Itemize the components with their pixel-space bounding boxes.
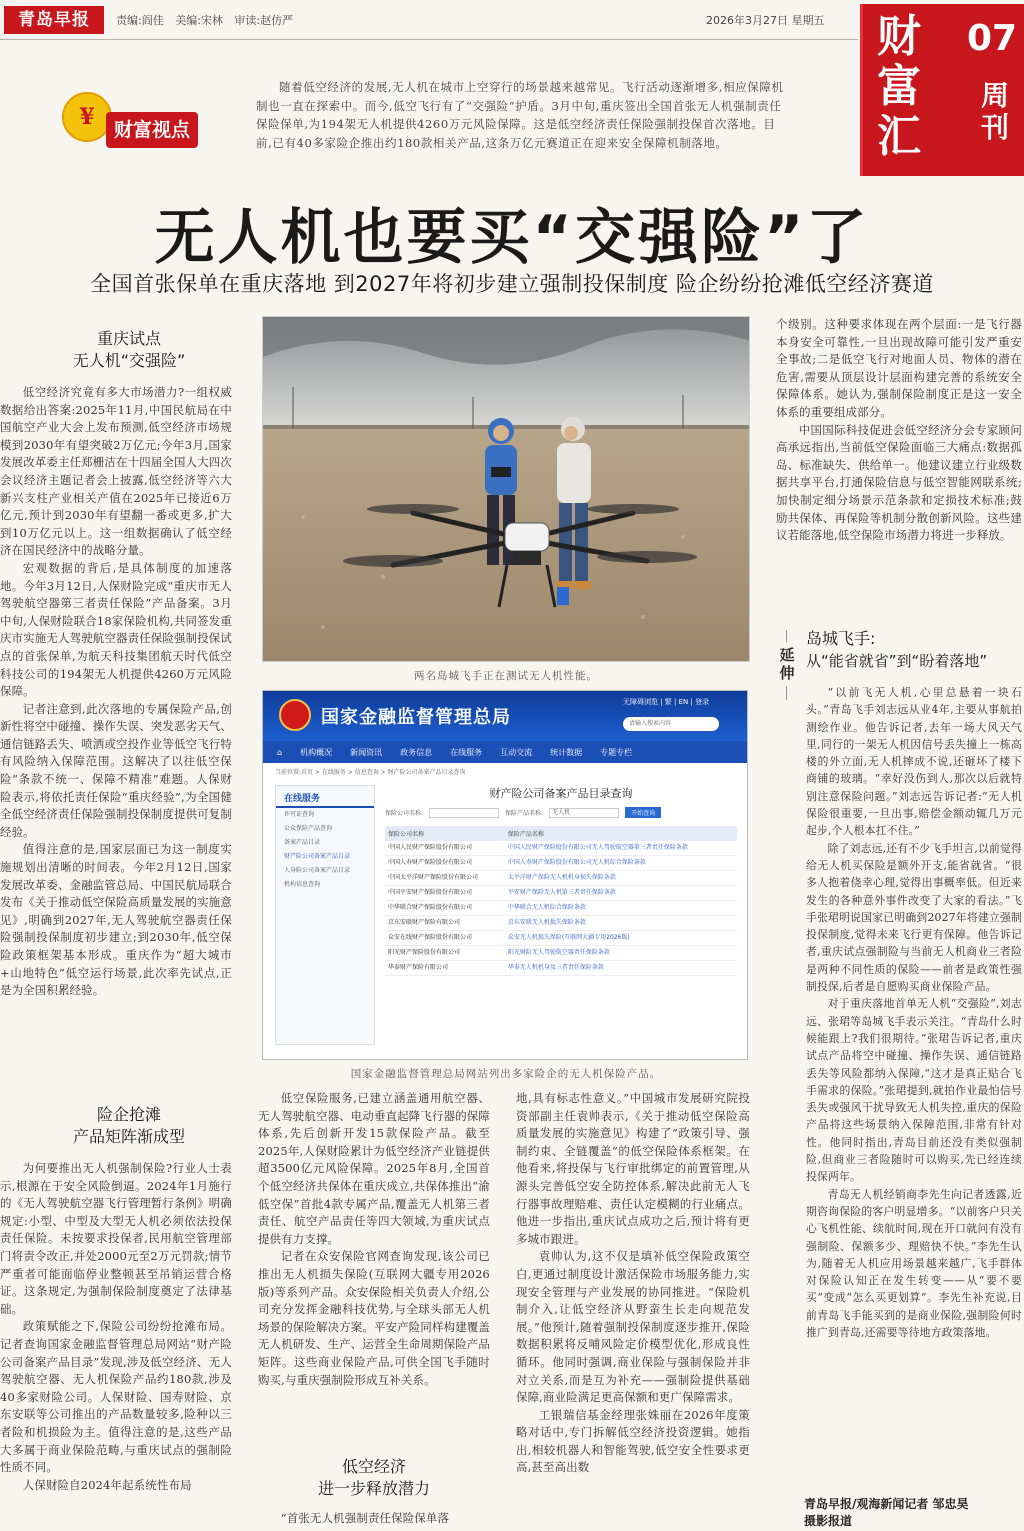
section-title-line2: 从“能省就省”到“盼着落地”	[806, 652, 988, 670]
sidebar-item: 人身险公司备案产品目录	[284, 867, 351, 874]
article-column-1	[0, 384, 232, 1094]
section-name: 财富汇	[877, 11, 921, 162]
extend-label	[777, 630, 797, 704]
extend-label-text: 延伸	[779, 646, 795, 682]
sidebar-item: 公众保险产品查询	[284, 825, 333, 832]
paragraph: 工银瑞信基金经理张姝丽在2026年度策略对话中,专门拆解低空经济投资逻辑。她指出,相较机器人和智能驾驶,低空安全性要求更高,甚至高出数	[516, 1407, 750, 1475]
table-row	[385, 946, 737, 961]
article-column-4b	[806, 684, 1022, 1490]
table-row	[385, 886, 737, 901]
product-cell: 平安财产保险无人机第三者责任保险条款	[505, 886, 737, 901]
product-table	[385, 826, 737, 976]
section-title-insurers	[14, 1104, 244, 1148]
product-cell: 京东安联无人机损失保险条款	[505, 916, 737, 931]
section-title-line2: 无人机“交强险”	[72, 351, 186, 370]
section-title-potential	[258, 1456, 490, 1500]
table-row	[385, 841, 737, 856]
sidebar-item: 财产险公司备案产品目录	[284, 853, 351, 860]
website-sidebar	[275, 785, 375, 1045]
article-column-4	[776, 316, 1022, 608]
drone-photo-illustration	[263, 317, 750, 662]
paragraph: 宏观数据的背后,是具体制度的加速落地。今年3月12日,人保财险完成“重庆市无人驾驶航空器第三者责任保险”产品备案。3月中旬,人保财险联合18家保险机构,共同签发重庆市实施无人驾驶航空器责任保险强制投保试点的首张保单,为航天科技集团航天时代低空科技公司的194架无人机提供4260万元风险保障。	[0, 560, 232, 699]
column-badge	[62, 92, 242, 154]
section-title-line1: 险企抢滩	[96, 1105, 161, 1124]
product-cell: 中国人民财产保险股份有限公司无人驾驶航空器第三者责任保险条款	[505, 841, 737, 856]
paragraph: 低空经济究竟有多大市场潜力?一组权威数据给出答案:2025年11月,中国民航局在中国航空产业大会上发布预测,低空经济市场规模到2030年有望突破2万亿元;今年3月,国家发展改革委主任郑栅洁在十四届全国人大四次会议经济主题记者会上披露,低空经济等六大新兴支柱产业相关产值在2025年已接近6万亿元,预计到2030年有望翻一番或更多,扩大到10万亿元以上。这一组数据确认了低空经济在国民经济中的战略分量。	[0, 385, 232, 558]
company-cell: 中国太平洋财产保险股份有限公司	[385, 871, 505, 886]
query-title: 财产险公司备案产品目录查询	[489, 787, 633, 800]
drone-test-photo	[262, 316, 750, 662]
paragraph: 除了刘志远,还有不少飞手坦言,以前觉得给无人机买保险是额外开支,能省就省。“很多人抱着侥幸心理,觉得出事概率低。但近来发生的各种意外事件改变了大家的看法。”飞手张珺明说国家已明确到2027年将建立强制投保制度,觉得未来飞行更有保障。他告诉记者,重庆试点强制险与当前无人机商业三者险是两种不同性质的保险——前者是政策性强制投保,后者是自愿购买商业保险产品。	[806, 841, 1022, 994]
website-breadcrumb: 当前位置:首页 > 在线服务 > 信息查询 > 财产险公司备案产品目录查询	[275, 769, 466, 776]
national-emblem-icon	[279, 699, 311, 731]
nav-item: 互动交流	[500, 747, 533, 757]
paragraph: 个级别。这种要求体现在两个层面:一是飞行器本身安全可靠性,一旦出现故障可能引发严重安全事故;二是低空飞行对地面人员、物体的潜在危害,需要从顶层设计层面构建完善的系统安全保障体系。她认为,强制保险制度正是这一安全体系的重要组成部分。	[776, 317, 1022, 419]
home-icon: ⌂	[277, 747, 283, 757]
company-cell: 中国人寿财产保险股份有限公司	[385, 856, 505, 871]
sidebar-item: 机构信息查询	[284, 881, 321, 888]
company-cell: 众安在线财产保险股份有限公司	[385, 931, 505, 946]
paragraph: 值得注意的是,国家层面已为这一制度实施规划出清晰的时间表。今年2月12日,国家发展改革委、金融监管总局、中国民航局联合发布《关于推动低空保险高质量发展的实施意见》,明确到2027年,无人驾驶航空器责任保险强制投保制度初步建立;到2030年,低空保险政策框架基本形成。重庆作为“超大城市+山地特色”低空运行场景,此次率先试点,正是为全国积累经验。	[0, 842, 232, 998]
website-nav	[263, 741, 748, 763]
product-cell: 众安无人机损失保险(互联网大疆专用2026版)	[505, 931, 737, 946]
website-top-links: 无障碍浏览 | 繁 | EN | 登录	[623, 698, 710, 706]
web-caption: 国家金融监督管理总局网站列出多家险企的无人机保险产品。	[350, 1068, 662, 1080]
nav-item: 专题专栏	[600, 747, 633, 757]
product-cell: 太平洋财产保险无人机机身损失保险条款	[505, 871, 737, 886]
headline: 无人机也要买“交强险”了	[154, 203, 870, 273]
sidebar-heading: 在线服务	[276, 786, 374, 808]
table-row	[385, 931, 737, 946]
paragraph: “首张无人机强制责任保险保单落	[280, 1511, 450, 1525]
nav-item: 在线服务	[450, 747, 483, 757]
paragraph: 低空保险服务,已建立涵盖通用航空器、无人驾驶航空器、电动垂直起降飞行器的保障体系,先后创新开发15款保险产品。截至2025年,人保财险累计为低空经济产业链提供超3500亿元风险保障。2025年8月,全国首个低空经济共保体在重庆成立,共保体推出“渝低空保”首批4款专属产品,覆盖无人机第三者责任、航空产品责任等四大领域,为重庆试点提供有力支撑。	[258, 1091, 490, 1246]
article-column-2	[258, 1090, 490, 1448]
table-row	[385, 961, 737, 976]
article-column-3	[516, 1090, 750, 1530]
table-row	[385, 871, 737, 886]
newspaper-logo: 青岛早报	[4, 6, 104, 34]
product-cell: 华泰无人机机身及三者责任保险条款	[505, 961, 737, 976]
form-label: 保险公司名称:	[385, 810, 424, 817]
subheadline: 全国首张保单在重庆落地 到2027年将初步建立强制投保制度 险企纷纷抢滩低空经济赛道	[90, 272, 934, 296]
paragraph: 袁帅认为,这不仅是填补低空保险政策空白,更通过制度设计激活保险市场服务能力,实现安全管理与产业发展的协同推进。“保险机制介入,让低空经济从野蛮生长走向规范发展。”他预计,随着强制投保制度逐步推开,保险数据积累将反哺风险定价模型优化,形成良性循环。他同时强调,商业保险与强制保险并非对立关系,而是互为补充——强制险提供基础保障,商业险满足更高保额和更广保障需求。	[516, 1249, 750, 1405]
section-title-line1: 重庆试点	[96, 329, 161, 348]
paragraph: 记者注意到,此次落地的专属保险产品,创新性将空中碰撞、操作失误、突发恶劣天气、通信链路丢失、喷洒或空投作业等低空飞行特有风险纳入保障范围。这解决了以往低空保险“条款不统一、保障不精准”难题。人保财险表示,将依托责任保险“重庆经验”,为全国健全低空经济责任保险强制投保制度提供可复制经验。	[0, 701, 232, 839]
website-header	[263, 691, 748, 741]
sidebar-item: 备案产品目录	[284, 839, 321, 846]
company-field	[429, 808, 499, 818]
section-title-line1: 低空经济	[341, 1457, 406, 1476]
section-title-line2: 产品矩阵渐成型	[72, 1127, 185, 1146]
divider	[786, 630, 787, 642]
section-label	[860, 4, 1024, 176]
paragraph: “以前飞无人机,心里总悬着一块石头。”青岛飞手刘志远从业4年,主要从事航拍测绘作业。他告诉记者,去年一场大风天气里,同行的一架无人机因信号丢失撞上一栋高楼的外立面,无人机摔成不说,还砸坏了楼下商铺的玻璃。“幸好没伤到人,那次以后就特别注意保险问题。”刘志远告诉记者:“无人机保险很重要,一旦出事,赔偿金额动辄几万元起步,个人根本扛不住。”	[806, 686, 1022, 838]
paragraph: 中国国际科技促进会低空经济分会专家顾问高承远指出,当前低空保险面临三大痛点:数据孤岛、标准缺失、供给单一。他建议建立行业级数据共享平台,打通保险信息与低空智能网联系统;加快制定细分场景示范条款和定损技术标准;鼓励共保体、再保险等机制分散创新风险。这些建议若能落地,低空保险市场潜力将进一步释放。	[776, 422, 1022, 543]
page-number: 07	[967, 18, 1018, 59]
coin-icon: ¥	[62, 92, 112, 142]
section-title-chongqing	[14, 328, 244, 372]
paragraph: 对于重庆落地首单无人机“交强险”,刘志远、张珺等岛城飞手表示关注。“青岛什么时候能跟上?我们很期待。”张珺告诉记者,重庆试点产品将空中碰撞、操作失误、通信链路丢失等风险都纳入保障,“这才是真正贴合飞手需求的保险。”张珺提到,就拍作业最怕信号丢失或强风干扰导致无人机失控,重庆的保险产品将这些场景纳入保障范围,非常有针对性。他同时指出,青岛目前还没有类似强制险,但商业三者险随时可以购买,先已经连续投保两年。	[806, 997, 1022, 1184]
product-cell: 中国人寿财产保险股份有限公司无人机综合保险条款	[505, 856, 737, 871]
nav-item: 机构概况	[300, 747, 333, 757]
masthead-bar	[0, 0, 858, 40]
product-cell: 中华联合无人机综合保险条款	[505, 901, 737, 916]
product-cell: 阳光财险无人驾驶航空器责任保险条款	[505, 946, 737, 961]
table-row	[385, 856, 737, 871]
nav-item: 统计数据	[550, 747, 583, 757]
table-header: 保险产品名称	[505, 826, 737, 841]
website-title: 国家金融监督管理总局	[321, 707, 511, 728]
company-cell: 华泰财产保险有限公司	[385, 961, 505, 976]
article-intro: 随着低空经济的发展,无人机在城市上空穿行的场景越来越常见。飞行活动逐渐增多,相应保障机制也一直在探索中。而今,低空飞行有了“交强险”护盾。3月中旬,重庆签出全国首张无人机强制责任保险保单,为194架无人机提供4260万元风险保障。这是低空经济责任保险强制投保首次落地。目前,已有40多家险企推出约180款相关产品,这条万亿元赛道正在迎来安全保障机制落地。	[256, 80, 784, 150]
website-main	[385, 785, 737, 1055]
company-cell: 中国平安财产保险股份有限公司	[385, 886, 505, 901]
paragraph: 为何要推出无人机强制保险?行业人士表示,根源在于安全风险倒逼。2024年1月施行的《无人驾驶航空器飞行管理暂行条例》明确规定:小型、中型及大型无人机必须依法投保责任保险。未按要求投保者,民用航空管理部门将责令改正,并处2000元至2万元罚款;情节严重者可能面临停业整顿甚至吊销运营合格证。这条规定,为强制保险制度奠定了法律基础。	[0, 1161, 232, 1316]
sidebar-item: 许可证查询	[284, 811, 315, 818]
table-row	[385, 901, 737, 916]
divider	[786, 686, 787, 700]
paragraph: 记者在众安保险官网查询发现,该公司已推出无人机损失保险(互联网大疆专用2026版)等系列产品。众安保险相关负责人介绍,公司充分发挥金融科技优势,与全球头部无人机场景的保险解决方案。平安产险同样构建覆盖无人机研发、生产、运营全生命周期保险产品矩阵。这些商业保险产品,可供全国飞手随时购买,与重庆强制险形成互补关系。	[258, 1249, 490, 1387]
company-cell: 中华联合财产保险股份有限公司	[385, 901, 505, 916]
nav-item: 政务信息	[400, 747, 433, 757]
product-field: 无人机	[549, 808, 619, 818]
form-label: 保险产品名称:	[505, 810, 544, 817]
byline: 青岛早报/观海新闻记者 邹忠昊 摄影报道	[804, 1497, 969, 1528]
company-cell: 京东安联财产保险有限公司	[385, 916, 505, 931]
section-title-line1: 岛城飞手:	[806, 629, 876, 648]
paragraph: 青岛无人机经销商李先生向记者透露,近期咨询保险的客户明显增多。“以前客户只关心飞机性能、续航时间,现在开口就问有没有强制险、保额多少、理赔快不快。”李先生认为,随着无人机应用场景越来越广,飞手群体对保险认知正在发生转变——从“要不要买”变成“怎么买更划算”。李先生补充说,目前青岛飞手能买到的是商业保险,强制险何时推广到青岛,还需要等待地方政策落地。	[806, 1187, 1022, 1339]
issue-date: 2026年3月27日 星期五	[706, 14, 825, 27]
section-title-pilots	[806, 628, 1024, 672]
table-header: 保险公司名称	[385, 826, 505, 841]
article-column-1b	[0, 1160, 232, 1528]
table-row	[385, 916, 737, 931]
query-form	[385, 807, 737, 818]
nav-item: 新闻资讯	[350, 747, 383, 757]
column-badge-text: 财富视点	[106, 112, 198, 148]
paragraph: 人保财险自2024年起系统性布局	[22, 1477, 192, 1492]
paragraph: 地,具有标志性意义。”中国城市发展研究院投资部副主任袁帅表示,《关于推动低空保险高质量发展的实施意见》构建了“政策引导、强制约束、全链覆盖”的低空保险体系框架。在他看来,将投保与飞行审批绑定的前置管理,从源头完善低空安全防控体系,解决此前无人飞行器事故理赔难、责任认定模糊的行业痛点。他进一步指出,重庆试点成功之后,预计将有更多城市跟进。	[516, 1091, 750, 1246]
company-cell: 中国人民财产保险股份有限公司	[385, 841, 505, 856]
section-weekly: 周刊	[981, 79, 1010, 144]
company-cell: 阳光财产保险股份有限公司	[385, 946, 505, 961]
section-title-line2: 进一步释放潜力	[317, 1479, 430, 1498]
paragraph: 政策赋能之下,保险公司纷纷抢滩布局。记者查询国家金融监督管理总局网站“财产险公司备案产品目录”发现,涉及低空经济、无人驾驶航空器、无人机保险产品约180款,涉及40多家财险公司。人保财险、国寿财险、京东安联等公司推出的产品数量较多,险种以三者险和机损险为主。值得注意的是,这些产品大多属于商业保险范畴,与重庆试点的强制险性质不同。	[0, 1319, 232, 1475]
photo-caption: 两名岛城飞手正在测试无人机性能。	[414, 670, 598, 682]
article-column-2-tail	[258, 1510, 490, 1530]
regulator-website-screenshot	[262, 690, 748, 1060]
query-button: 开始查询	[625, 807, 661, 818]
website-search-box: 请输入搜索内容	[623, 717, 719, 731]
editor-credits: 责编:阎佳 美编:宋林 审读:赵仿严	[116, 14, 294, 27]
